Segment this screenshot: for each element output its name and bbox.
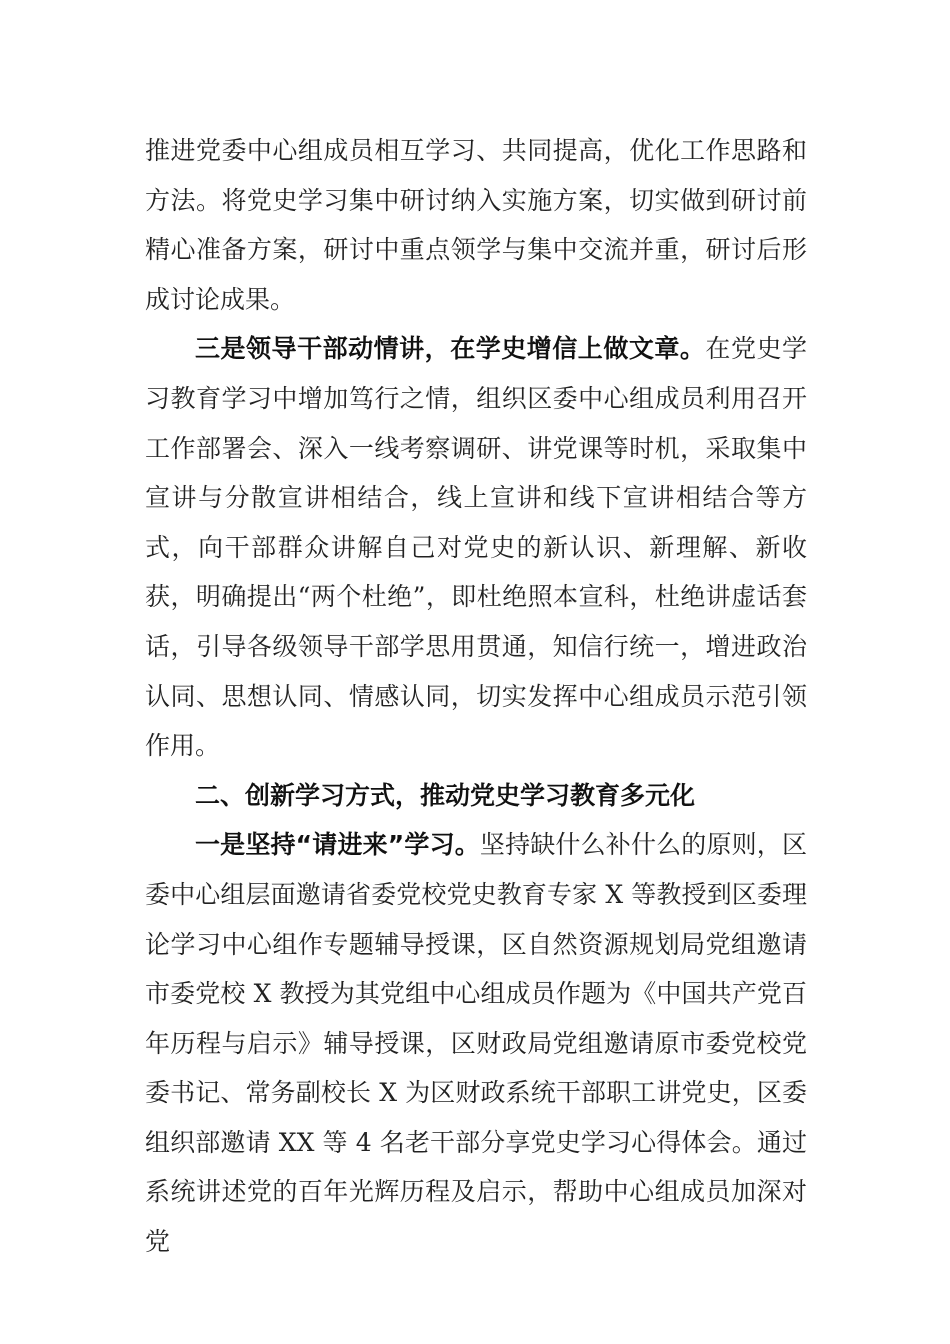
paragraph-leaders-speak (145, 324, 807, 770)
paragraph-lead-sentence: 一是坚持“请进来”学习。 (195, 830, 480, 860)
paragraph-text: 推进党委中心组成员相互学习、共同提高，优化工作思路和方法。将党史学习集中研讨纳入实施方案，切实做到研讨前精心准备方案，研讨中重点领学与集中交流并重，研讨后形成讨论成果。 (145, 136, 807, 314)
paragraph-invite-in (145, 820, 807, 1266)
paragraph-continued (145, 126, 807, 324)
paragraph-text: 在党史学习教育学习中增加笃行之情，组织区委中心组成员利用召开工作部署会、深入一线考察调研、讲党课等时机，采取集中宣讲与分散宣讲相结合，线上宣讲和线下宣讲相结合等方式，向干部群众讲解自己对党史的新认识、新理解、新收获，明确提出“两个杜绝”，即杜绝照本宣科，杜绝讲虚话套话，引导各级领导干部学思用贯通，知信行统一，增进政治认同、思想认同、情感认同，切实发挥中心组成员示范引领作用。 (145, 334, 807, 761)
paragraph-text: 坚持缺什么补什么的原则，区委中心组层面邀请省委党校党史教育专家 X 等教授到区委理论学习中心组作专题辅导授课，区自然资源规划局党组邀请市委党校 X 教授为其党组中心组成员作题为《中国共产党百年历程与启示》辅导授课，区财政局党组邀请原市委党校党委书记、常务副校长 X 为区财政系统干部职工讲党史，区委组织部邀请 XX 等 4 名老干部分享党史学习心得体会。通过系统讲述党的百年光辉历程及启示，帮助中心组成员加深对党 (145, 830, 807, 1257)
document-body (145, 126, 807, 1267)
paragraph-lead-sentence: 三是领导干部动情讲，在学史增信上做文章。 (195, 334, 706, 364)
section-heading: 二、创新学习方式，推动党史学习教育多元化 (195, 780, 696, 810)
